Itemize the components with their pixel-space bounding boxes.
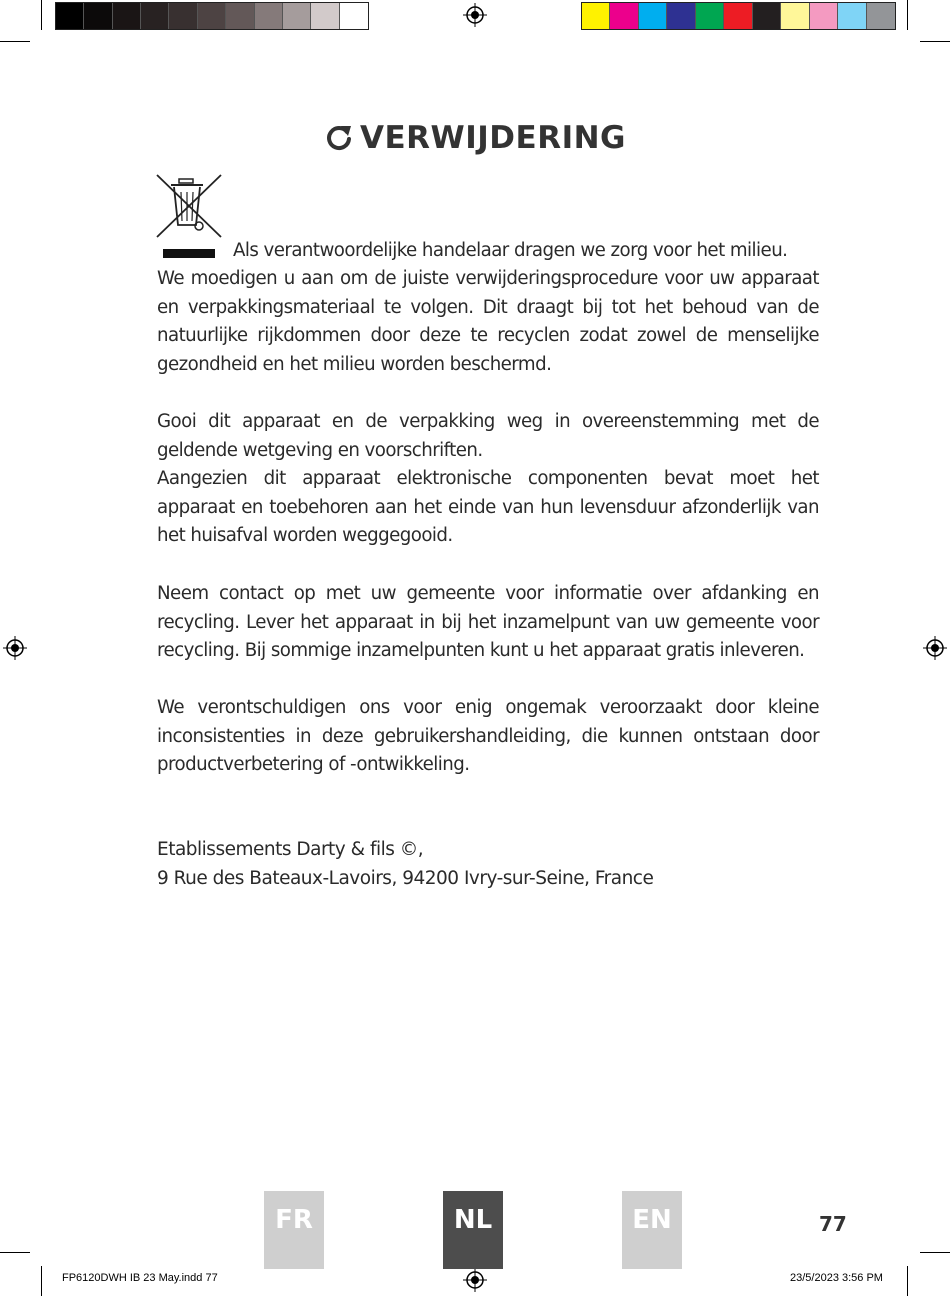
paragraph-2: Gooi dit apparaat en de verpakking weg in overeenstemming met de geldende wetgeving en voorschriften. (157, 411, 819, 461)
color-swatch (340, 3, 368, 29)
weee-bin-icon (155, 173, 225, 263)
color-swatch (113, 3, 141, 29)
recycle-arrow-icon (324, 122, 354, 152)
grayscale-color-bar (55, 2, 369, 30)
color-swatch (724, 3, 752, 29)
color-swatch (169, 3, 197, 29)
color-swatch (582, 3, 610, 29)
slug-filename: FP6120DWH IB 23 May.indd 77 (62, 1272, 218, 1284)
crop-mark (41, 0, 42, 30)
crop-mark (907, 0, 908, 30)
color-swatch (838, 3, 866, 29)
language-tab-nl[interactable]: NL (443, 1191, 503, 1269)
paragraph-4: Neem contact op met uw gemeente voor informatie over afdanking en recycling. Lever het apparaat in bij het inzamelpunt van uw gemeente voor recycling. Bij sommige inzamelpunten kunt u het apparaat gratis inleveren. (157, 583, 819, 662)
registration-mark-icon (923, 636, 947, 660)
color-swatch (639, 3, 667, 29)
paragraph-5: We verontschuldigen ons voor enig ongemak veroorzaakt door kleine inconsistenties in deze gebruikershandleiding, die kunnen ontstaan door productverbetering of -ontwikkeling. (157, 697, 819, 776)
crop-mark (0, 41, 30, 42)
slug-date: 23/5/2023 3:56 PM (790, 1272, 883, 1284)
language-tab-en[interactable]: EN (622, 1191, 682, 1269)
registration-mark-icon (463, 3, 487, 27)
color-swatch (311, 3, 339, 29)
language-tab-fr[interactable]: FR (264, 1191, 324, 1269)
color-swatch (141, 3, 169, 29)
color-swatch (198, 3, 226, 29)
color-swatch (696, 3, 724, 29)
registration-mark-icon (463, 1268, 487, 1292)
color-swatch (610, 3, 638, 29)
crop-mark (0, 1252, 30, 1253)
crop-mark (920, 1252, 950, 1253)
address-line-1: Etablissements Darty & fils ©, (157, 839, 424, 860)
page-number: 77 (819, 1212, 847, 1236)
color-swatch (226, 3, 254, 29)
color-swatch (810, 3, 838, 29)
color-swatch (667, 3, 695, 29)
color-swatch (56, 3, 84, 29)
section-title (0, 120, 950, 156)
crop-mark (920, 41, 950, 42)
color-swatch (781, 3, 809, 29)
paragraph-3: Aangezien dit apparaat elektronische componenten bevat moet het apparaat en toebehoren aan het einde van hun levensduur afzonderlijk van het huisafval worden weggegooid. (157, 468, 819, 547)
address-line-2: 9 Rue des Bateaux-Lavoirs, 94200 Ivry-sur-Seine, France (157, 867, 654, 889)
intro-line: Als verantwoordelijke handelaar dragen we zorg voor het milieu. (233, 240, 788, 261)
color-swatch (867, 3, 895, 29)
color-swatch (84, 3, 112, 29)
process-color-bar (581, 2, 896, 30)
section-title-text: VERWIJDERING (359, 120, 626, 156)
color-swatch (753, 3, 781, 29)
paragraph-1: We moedigen u aan om de juiste verwijderingsprocedure voor uw apparaat en verpakkingsmateriaal te volgen. Dit draagt bij tot het behoud van de natuurlijke rijkdommen door deze te recyclen zodat zowel de menselijke gezondheid en het milieu worden beschermd. (157, 268, 819, 375)
crop-mark (907, 1266, 908, 1296)
color-swatch (283, 3, 311, 29)
color-swatch (255, 3, 283, 29)
registration-mark-icon (3, 636, 27, 660)
company-address (157, 836, 653, 893)
crop-mark (41, 1266, 42, 1296)
